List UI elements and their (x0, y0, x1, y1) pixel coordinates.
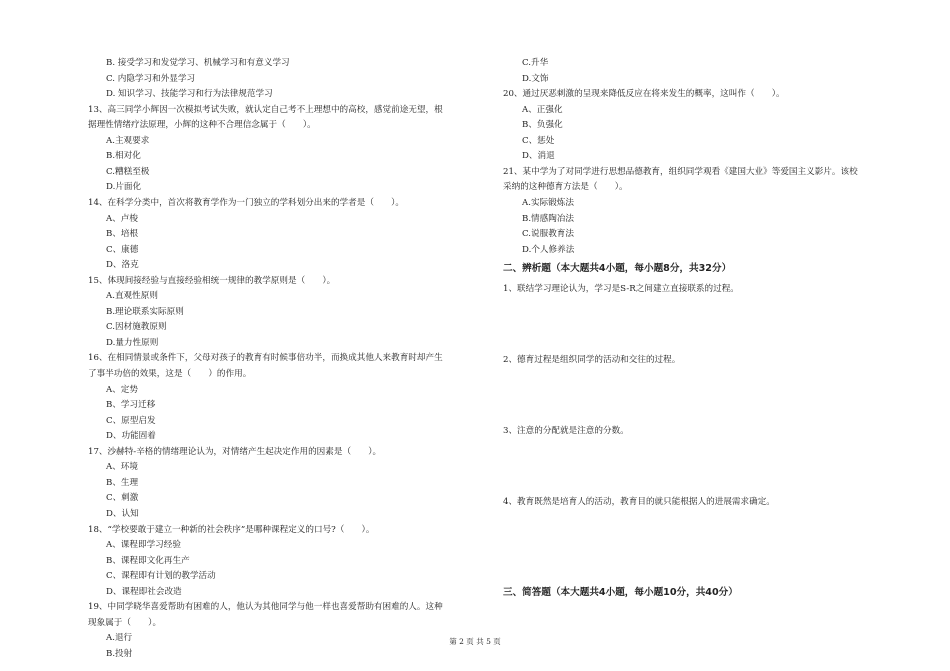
answer-line: A、卢梭 (106, 213, 138, 224)
answer-line: 现象属于（ ）。 (88, 617, 162, 628)
answer-line: B、学习迁移 (106, 400, 156, 411)
answer-line: D、洛克 (106, 260, 139, 271)
answer-line: B、培根 (106, 229, 139, 240)
answer-line: C、康德 (106, 244, 139, 255)
answer-line: C、课程即有计划的教学活动 (106, 571, 216, 582)
answer-line: 了事半功倍的效果，这是（ ）的作用。 (88, 369, 252, 379)
question-stem: 14、在科学分类中，首次将教育学作为一门独立的学科划分出来的学者是（ ）。 (88, 197, 405, 208)
answer-line: D.片面化 (106, 182, 142, 193)
answer-line: D、消退 (522, 151, 555, 162)
answer-line: B、生理 (106, 477, 139, 488)
page-number: 第 2 页 共 5 页 (449, 637, 501, 646)
question-stem: 15、体现间接经验与直接经验相统一规律的教学原则是（ ）。 (88, 275, 336, 286)
answer-line: C.糟糕至极 (106, 166, 150, 177)
answer-line: D. 知识学习、技能学习和行为法律规范学习 (106, 89, 273, 100)
question-stem: 13、高三同学小辉因一次模拟考试失败，就认定自己考不上理想中的高校，感觉前途无望，根 (88, 104, 443, 115)
answer-line: A.主观要求 (106, 135, 150, 146)
section-2-title: 二、辨析题（本大题共4小题，每小题8分，共32分） (503, 263, 732, 274)
essay-question-4: 4、教育既然是培育人的活动，教育目的就只能根据人的进展需求确定。 (503, 497, 775, 507)
answer-line: B. 接受学习和发觉学习、机械学习和有意义学习 (106, 58, 290, 68)
essay-question-3: 3、注意的分配就是注意的分数。 (503, 426, 629, 436)
answer-line: D.文饰 (522, 73, 549, 84)
answer-line: D、课程即社会改造 (106, 586, 182, 597)
essay-question-2: 2、德育过程是组织同学的活动和交往的过程。 (503, 355, 681, 365)
answer-line: D.量力性原则 (106, 337, 159, 348)
question-stem: 17、沙赫特-辛格的情绪理论认为，对情绪产生起决定作用的因素是（ ）。 (88, 446, 382, 457)
question-stem: 20、通过厌恶刺激的呈现来降低反应在将来发生的概率，这叫作（ ）。 (503, 89, 785, 100)
question-stem: 16、在相同情景或条件下，父母对孩子的教育有时候事倍功半，而换成其他人来教育时却产生 (88, 353, 443, 364)
answer-line: C.升华 (522, 58, 549, 68)
question-stem: 21、某中学为了对同学进行思想品德教育，组织同学观看《建国大业》等爱国主义影片。该校 (503, 166, 858, 177)
answer-line: B、课程即文化再生产 (106, 555, 190, 566)
answer-line: A.实际锻炼法 (522, 197, 574, 208)
answer-line: A、课程即学习经验 (106, 540, 181, 551)
answer-line: C. 内隐学习和外显学习 (106, 73, 196, 84)
answer-line: B.情感陶冶法 (522, 213, 575, 224)
answer-line: C、刺激 (106, 493, 139, 504)
answer-line: C、原型启发 (106, 415, 156, 426)
question-stem: 18、“学校要敢于建立一种新的社会秩序”是哪种课程定义的口号?（ ）。 (88, 524, 375, 535)
answer-line: B.相对化 (106, 151, 141, 162)
answer-line: A、正强化 (522, 104, 563, 115)
answer-line: D、认知 (106, 508, 139, 519)
answer-line: D.个人修养法 (522, 244, 575, 255)
answer-line: A.直观性原则 (106, 291, 158, 302)
answer-line: C.说服教育法 (522, 229, 574, 240)
answer-line: 据理性情绪疗法原理，小辉的这种不合理信念属于（ ）。 (88, 120, 316, 131)
answer-line: B、负强化 (522, 120, 563, 131)
answer-line: D、功能固着 (106, 431, 156, 442)
answer-line: A.退行 (106, 633, 133, 644)
section-3-title: 三、简答题（本大题共4小题，每小题10分，共40分） (503, 587, 738, 598)
essay-question-1: 1、联结学习理论认为，学习是S-R之间建立直接联系的过程。 (503, 284, 739, 294)
answer-line: A、环境 (106, 462, 138, 473)
answer-line: C、惩处 (522, 135, 555, 146)
answer-line: A、定势 (106, 384, 138, 395)
answer-line: C.因材施教原则 (106, 322, 167, 333)
answer-line: B.投射 (106, 648, 133, 659)
answer-line: B.理论联系实际原则 (106, 306, 184, 317)
question-stem: 19、中同学晓华喜爱帮助有困难的人，他认为其他同学与他一样也喜爱帮助有困难的人。这种 (88, 602, 443, 613)
answer-line: 采纳的这种德育方法是（ ）。 (503, 182, 628, 193)
